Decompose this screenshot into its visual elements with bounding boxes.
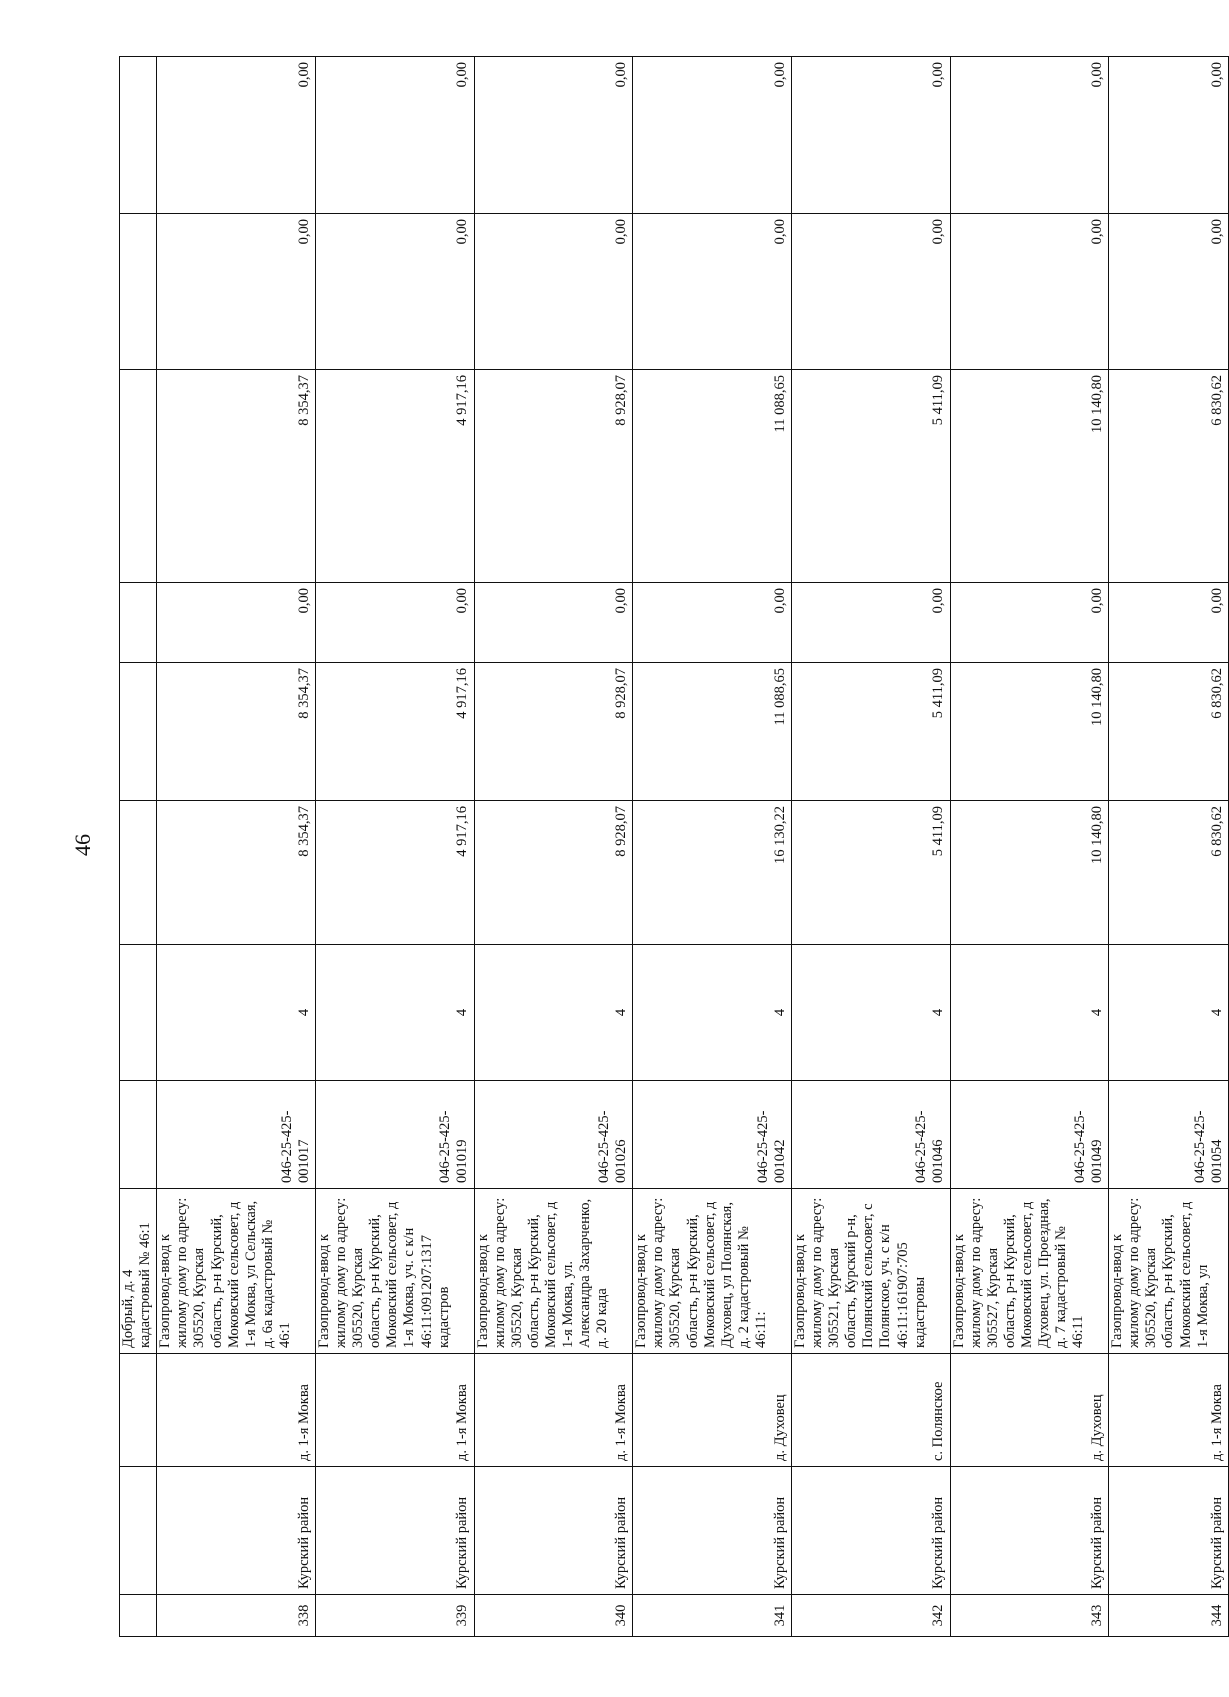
cell-value-6: 0,00 xyxy=(950,57,1109,214)
cell-value-4 xyxy=(120,370,157,583)
cell-value-6 xyxy=(120,57,157,214)
cell-value-5 xyxy=(120,214,157,370)
cell-value-1: 6 830,62 xyxy=(1109,801,1229,945)
cell-value-1: 8 354,37 xyxy=(157,801,316,945)
cell-value-5: 0,00 xyxy=(950,214,1109,370)
cell-value-2: 6 830,62 xyxy=(1109,663,1229,801)
cell-code: 046-25-425-001026 xyxy=(474,1081,633,1189)
cell-num: 343 xyxy=(950,1595,1109,1637)
cell-num: 339 xyxy=(315,1595,474,1637)
cell-village: д. 1-я Моква xyxy=(315,1354,474,1467)
cell-value-1: 5 411,09 xyxy=(791,801,950,945)
cell-value-3: 0,00 xyxy=(1109,583,1229,663)
cell-value-2: 11 088,65 xyxy=(633,663,792,801)
cell-code: 046-25-425-001054 xyxy=(1109,1081,1229,1189)
cell-value-5: 0,00 xyxy=(791,214,950,370)
cell-length: 4 xyxy=(157,945,316,1081)
cell-description: Газопровод-ввод к жилому дому по адресу: 305520, Курская область, р-н Курский, Моковский сельсовет, д 1-я Моква, ул xyxy=(1109,1189,1229,1354)
cell-description: Добрый, д. 4 кадастровый № 46:1 xyxy=(120,1189,157,1354)
cell-village: с. Полянское xyxy=(791,1354,950,1467)
cell-description: Газопровод-ввод к жилому дому по адресу: 305520, Курская область, р-н Курский, Моковский сельсовет, д 1-я Моква, уч. с к/н 46:11:091207:1317 кадастров xyxy=(315,1189,474,1354)
cell-value-3: 0,00 xyxy=(791,583,950,663)
cell-code: 046-25-425-001017 xyxy=(157,1081,316,1189)
cell-value-4: 8 354,37 xyxy=(157,370,316,583)
table-row xyxy=(633,57,792,1637)
cell-length: 4 xyxy=(791,945,950,1081)
cell-value-3: 0,00 xyxy=(474,583,633,663)
cell-value-4: 4 917,16 xyxy=(315,370,474,583)
cell-value-4: 8 928,07 xyxy=(474,370,633,583)
cell-value-3: 0,00 xyxy=(633,583,792,663)
cell-value-6: 0,00 xyxy=(633,57,792,214)
table-row xyxy=(315,57,474,1637)
cell-length xyxy=(120,945,157,1081)
cell-value-4: 11 088,65 xyxy=(633,370,792,583)
cell-value-1: 16 130,22 xyxy=(633,801,792,945)
table-row-continuation xyxy=(120,57,157,1637)
cell-value-3: 0,00 xyxy=(950,583,1109,663)
cell-num: 340 xyxy=(474,1595,633,1637)
cell-value-2: 8 354,37 xyxy=(157,663,316,801)
cell-village: д. 1-я Моква xyxy=(1109,1354,1229,1467)
cell-district: Курский район xyxy=(474,1467,633,1595)
cell-district: Курский район xyxy=(1109,1467,1229,1595)
cell-value-2: 5 411,09 xyxy=(791,663,950,801)
cell-value-2: 10 140,80 xyxy=(950,663,1109,801)
cell-code: 046-25-425-001019 xyxy=(315,1081,474,1189)
cell-num: 341 xyxy=(633,1595,792,1637)
table-row xyxy=(1109,57,1229,1637)
registry-table xyxy=(119,56,1229,1637)
cell-value-4: 10 140,80 xyxy=(950,370,1109,583)
cell-length: 4 xyxy=(315,945,474,1081)
cell-value-6: 0,00 xyxy=(1109,57,1229,214)
table-row xyxy=(474,57,633,1637)
cell-value-6: 0,00 xyxy=(315,57,474,214)
cell-value-1 xyxy=(120,801,157,945)
cell-village: д. Духовец xyxy=(950,1354,1109,1467)
cell-value-6: 0,00 xyxy=(791,57,950,214)
cell-value-4: 6 830,62 xyxy=(1109,370,1229,583)
table-row xyxy=(791,57,950,1637)
cell-code: 046-25-425-001049 xyxy=(950,1081,1109,1189)
cell-value-5: 0,00 xyxy=(315,214,474,370)
cell-value-1: 10 140,80 xyxy=(950,801,1109,945)
cell-value-5: 0,00 xyxy=(633,214,792,370)
cell-length: 4 xyxy=(950,945,1109,1081)
cell-district: Курский район xyxy=(950,1467,1109,1595)
cell-description: Газопровод-ввод к жилому дому по адресу: 305520, Курская область, р-н Курский, Моковский сельсовет, д 1-я Моква, ул. Александра Захарченко, д. 20 када xyxy=(474,1189,633,1354)
cell-code xyxy=(120,1081,157,1189)
cell-district: Курский район xyxy=(157,1467,316,1595)
cell-num xyxy=(120,1595,157,1637)
cell-village xyxy=(120,1354,157,1467)
cell-length: 4 xyxy=(1109,945,1229,1081)
registry-table-wrapper xyxy=(119,57,1229,1637)
cell-value-5: 0,00 xyxy=(157,214,316,370)
cell-value-5: 0,00 xyxy=(1109,214,1229,370)
cell-description: Газопровод-ввод к жилому дому по адресу: 305527, Курская область, р-н Курский, Моковский сельсовет, д Духовец, ул. Проездная, д. 7 кадастровый № 46:11 xyxy=(950,1189,1109,1354)
cell-district: Курский район xyxy=(315,1467,474,1595)
cell-length: 4 xyxy=(474,945,633,1081)
cell-description: Газопровод-ввод к жилому дому по адресу: 305521, Курская область, Курский р-н, Полянский сельсовет, с Полянское, уч. с к/н 46:11:161907:705 кадастровы xyxy=(791,1189,950,1354)
cell-village: д. Духовец xyxy=(633,1354,792,1467)
cell-value-1: 4 917,16 xyxy=(315,801,474,945)
cell-value-3: 0,00 xyxy=(315,583,474,663)
cell-value-1: 8 928,07 xyxy=(474,801,633,945)
cell-num: 342 xyxy=(791,1595,950,1637)
cell-value-6: 0,00 xyxy=(474,57,633,214)
cell-district: Курский район xyxy=(791,1467,950,1595)
cell-description: Газопровод-ввод к жилому дому по адресу: 305520, Курская область, р-н Курский, Моковский сельсовет, д 1-я Моква, ул Сельская, д. 6а кадастровый № 46:1 xyxy=(157,1189,316,1354)
cell-value-2: 4 917,16 xyxy=(315,663,474,801)
cell-value-3: 0,00 xyxy=(157,583,316,663)
cell-value-2: 8 928,07 xyxy=(474,663,633,801)
cell-village: д. 1-я Моква xyxy=(474,1354,633,1467)
cell-value-4: 5 411,09 xyxy=(791,370,950,583)
cell-length: 4 xyxy=(633,945,792,1081)
cell-code: 046-25-425-001046 xyxy=(791,1081,950,1189)
page-number: 46 xyxy=(70,834,95,856)
cell-district: Курский район xyxy=(633,1467,792,1595)
cell-value-6: 0,00 xyxy=(157,57,316,214)
cell-value-5: 0,00 xyxy=(474,214,633,370)
table-row xyxy=(157,57,316,1637)
cell-num: 338 xyxy=(157,1595,316,1637)
cell-village: д. 1-я Моква xyxy=(157,1354,316,1467)
table-body xyxy=(120,57,1229,1637)
cell-code: 046-25-425-001042 xyxy=(633,1081,792,1189)
cell-value-2 xyxy=(120,663,157,801)
cell-description: Газопровод-ввод к жилому дому по адресу: 305520, Курская область, р-н Курский, Моковский сельсовет, д Духовец, ул Полянская, д. 2 кадастровый № 46:11: xyxy=(633,1189,792,1354)
cell-value-3 xyxy=(120,583,157,663)
cell-district xyxy=(120,1467,157,1595)
table-row xyxy=(950,57,1109,1637)
cell-num: 344 xyxy=(1109,1595,1229,1637)
